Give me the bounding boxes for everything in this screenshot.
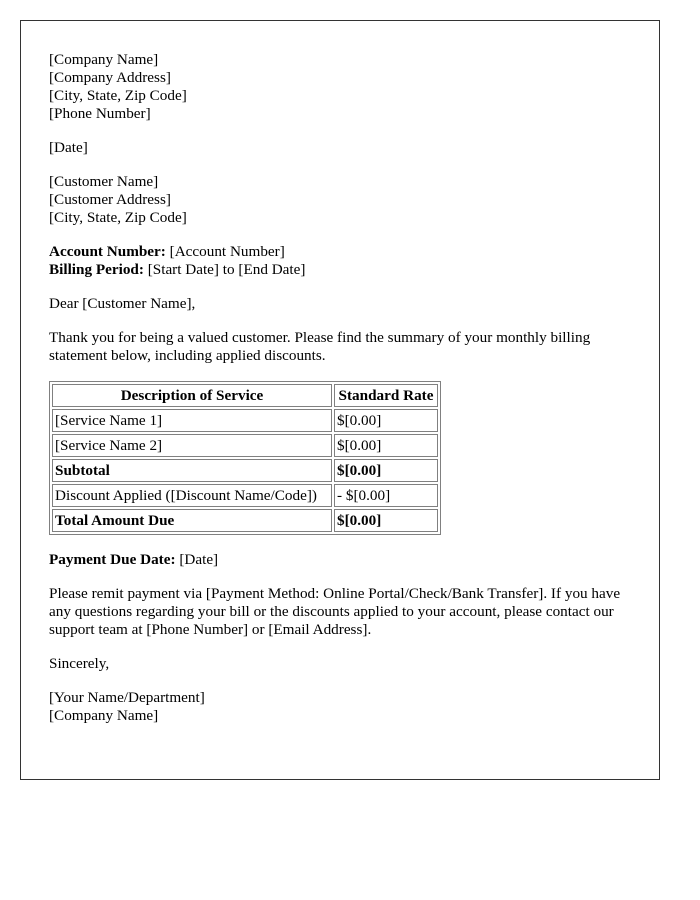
recipient-address-block — [49, 173, 631, 227]
table-row — [52, 409, 438, 432]
billing-table-header-row — [52, 384, 438, 407]
account-info-block — [49, 243, 631, 279]
payment-due-block — [49, 551, 631, 569]
signature-company: [Company Name] — [49, 707, 159, 724]
table-row — [52, 484, 438, 507]
row-subtotal-rate: $[0.00] — [334, 459, 438, 482]
sender-address-block — [49, 51, 631, 123]
billing-period-line — [49, 261, 631, 279]
letter-date-text: [Date] — [49, 139, 88, 156]
row-service-2-rate: $[0.00] — [334, 434, 438, 457]
row-total-rate: $[0.00] — [334, 509, 438, 532]
table-row — [52, 459, 438, 482]
remit-paragraph: Please remit payment via [Payment Method: Online Portal/Check/Bank Transfer]. If you have any questions regarding your bill or the discounts applied to your account, please contact our support team at [Phone Number] or [Email Address]. — [49, 585, 621, 638]
row-discount-description: Discount Applied ([Discount Name/Code]) — [52, 484, 332, 507]
sender-phone-number: [Phone Number] — [49, 105, 151, 122]
header-standard-rate: Standard Rate — [334, 384, 438, 407]
account-number-value: [Account Number] — [165, 243, 285, 260]
row-service-1-rate: $[0.00] — [334, 409, 438, 432]
billing-period-value: [Start Date] to [End Date] — [143, 261, 306, 278]
recipient-city-state-zip: [City, State, Zip Code] — [49, 209, 187, 226]
header-description: Description of Service — [52, 384, 332, 407]
closing-text: Sincerely, — [49, 655, 110, 672]
billing-letter — [20, 20, 660, 780]
row-total-label: Total Amount Due — [52, 509, 332, 532]
table-row — [52, 434, 438, 457]
payment-due-label: Payment Due Date: — [49, 551, 176, 568]
signature-name: [Your Name/Department] — [49, 689, 205, 706]
sender-city-state-zip: [City, State, Zip Code] — [49, 87, 187, 104]
billing-period-label: Billing Period: — [49, 261, 144, 278]
recipient-customer-address: [Customer Address] — [49, 191, 171, 208]
intro-paragraph: Thank you for being a valued customer. Please find the summary of your monthly billing statement below, including applied discounts. — [49, 329, 591, 364]
payment-due-line — [49, 551, 631, 569]
recipient-customer-name: [Customer Name] — [49, 173, 159, 190]
greeting — [49, 295, 631, 313]
account-number-label: Account Number: — [49, 243, 166, 260]
table-row — [52, 509, 438, 532]
sender-company-address: [Company Address] — [49, 69, 171, 86]
sender-company-name: [Company Name] — [49, 51, 159, 68]
row-discount-rate: - $[0.00] — [334, 484, 438, 507]
greeting-text: Dear [Customer Name], — [49, 295, 196, 312]
signature-block — [49, 689, 631, 725]
letter-date — [49, 139, 631, 157]
payment-due-value: [Date] — [175, 551, 219, 568]
row-service-2-description: [Service Name 2] — [52, 434, 332, 457]
account-number-line — [49, 243, 631, 261]
row-service-1-description: [Service Name 1] — [52, 409, 332, 432]
billing-table — [49, 381, 441, 535]
closing — [49, 655, 631, 673]
row-subtotal-label: Subtotal — [52, 459, 332, 482]
